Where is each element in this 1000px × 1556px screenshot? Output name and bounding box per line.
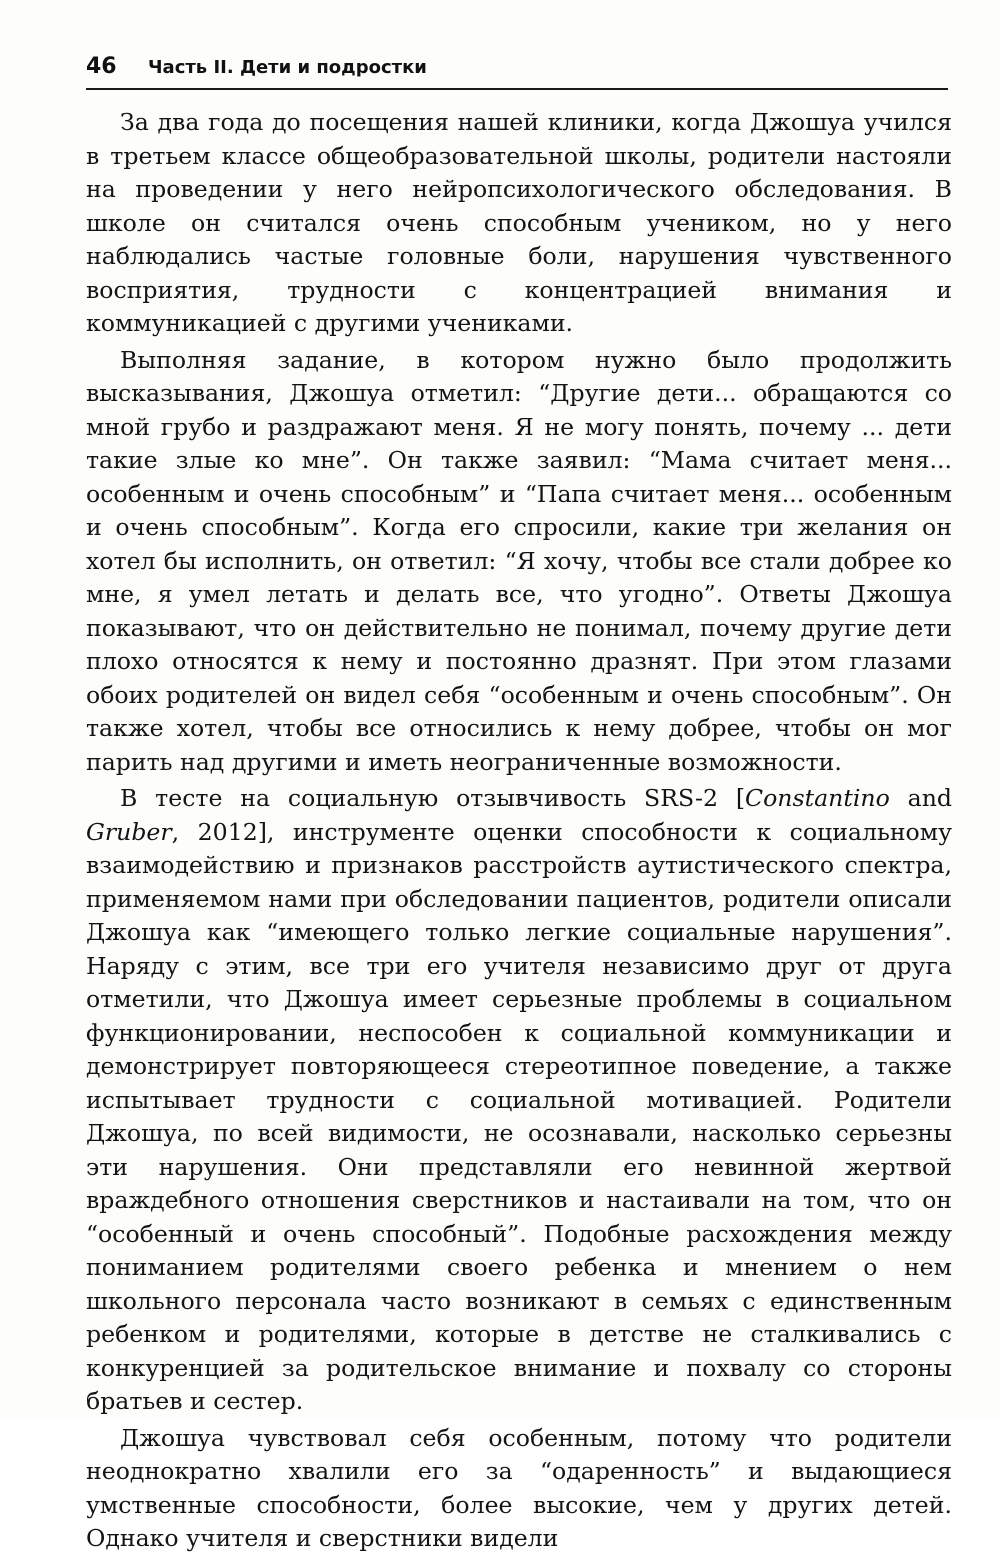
page-number: 46 [86,54,117,79]
paragraph-4: Джошуа чувствовал себя особенным, потому что родители неоднократно хвалили его за “одаренность” и выдающиеся умственные способности, более высокие, чем у других детей. Однако учителя и сверстники видели [86,1423,952,1552]
page-header [86,52,948,90]
body-text [86,106,952,1556]
citation-conjunction: and [889,784,952,812]
citation-author-1: Constantino [745,784,890,812]
running-title: Часть II. Дети и подростки [148,57,427,78]
paragraph-3 [86,782,952,1419]
paragraph-3-intro: В тесте на социальную отзывчивость SRS-2 [ [120,784,746,812]
paragraph-2: Выполняя задание, в котором нужно было продолжить высказывания, Джошуа отметил: “Другие дети... обращаются со мной грубо и раздражают меня. Я не могу понять, почему ... дети такие злые ко мне”. Он также заявил: “Мама считает меня... особенным и очень способным” и “Папа считает меня... особенным и очень способным”. Когда его спросили, какие три желания он хотел бы исполнить, он ответил: “Я хочу, чтобы все стали добрее ко мне, я умел летать и делать все, что угодно”. Ответы Джошуа показывают, что он действительно не понимал, почему другие дети плохо относятся к нему и постоянно дразнят. При этом глазами обоих родителей он видел себя “особенным и очень способным”. Он также хотел, чтобы все относились к нему добрее, чтобы он мог парить над другими и иметь неограниченные возможности. [86,345,952,776]
citation-author-2: Gruber [86,817,172,846]
paragraph-3-body: , 2012], инструменте оценки способности к социальному взаимодействию и признаков расстройств аутистического спектра, применяемом нами при обследовании пациентов, родители описали Джошуа как “имеющего только легкие социальные нарушения”. Наряду с этим, все три его учителя независимо друг от друга отметили, что Джошуа имеет серьезные проблемы в социальном функционировании, неспособен к социальной коммуникации и демонстрирует повторяющееся стереотипное поведение, а также испытывает трудности с социальной мотивацией. Родители Джошуа, по всей видимости, не осознавали, насколько серьезны эти нарушения. Они представляли его невинной жертвой враждебного отношения сверстников и настаивали на том, что он “особенный и очень способный”. Подобные расхождения между пониманием родителями своего ребенка и мнением о нем школьного персонала часто возникают в семьях с единственным ребенком и родителями, которые в детстве не сталкивались с конкуренцией за родительское внимание и похвалу со стороны братьев и сестер. [86,817,952,1415]
paragraph-1: За два года до посещения нашей клиники, когда Джошуа учился в третьем классе общеобразовательной школы, родители настояли на проведении у него нейропсихологического обследования. В школе он считался очень способным учеником, но у него наблюдались частые головные боли, нарушения чувственного восприятия, трудности с концентрацией внимания и коммуникацией с другими учениками. [86,108,952,337]
